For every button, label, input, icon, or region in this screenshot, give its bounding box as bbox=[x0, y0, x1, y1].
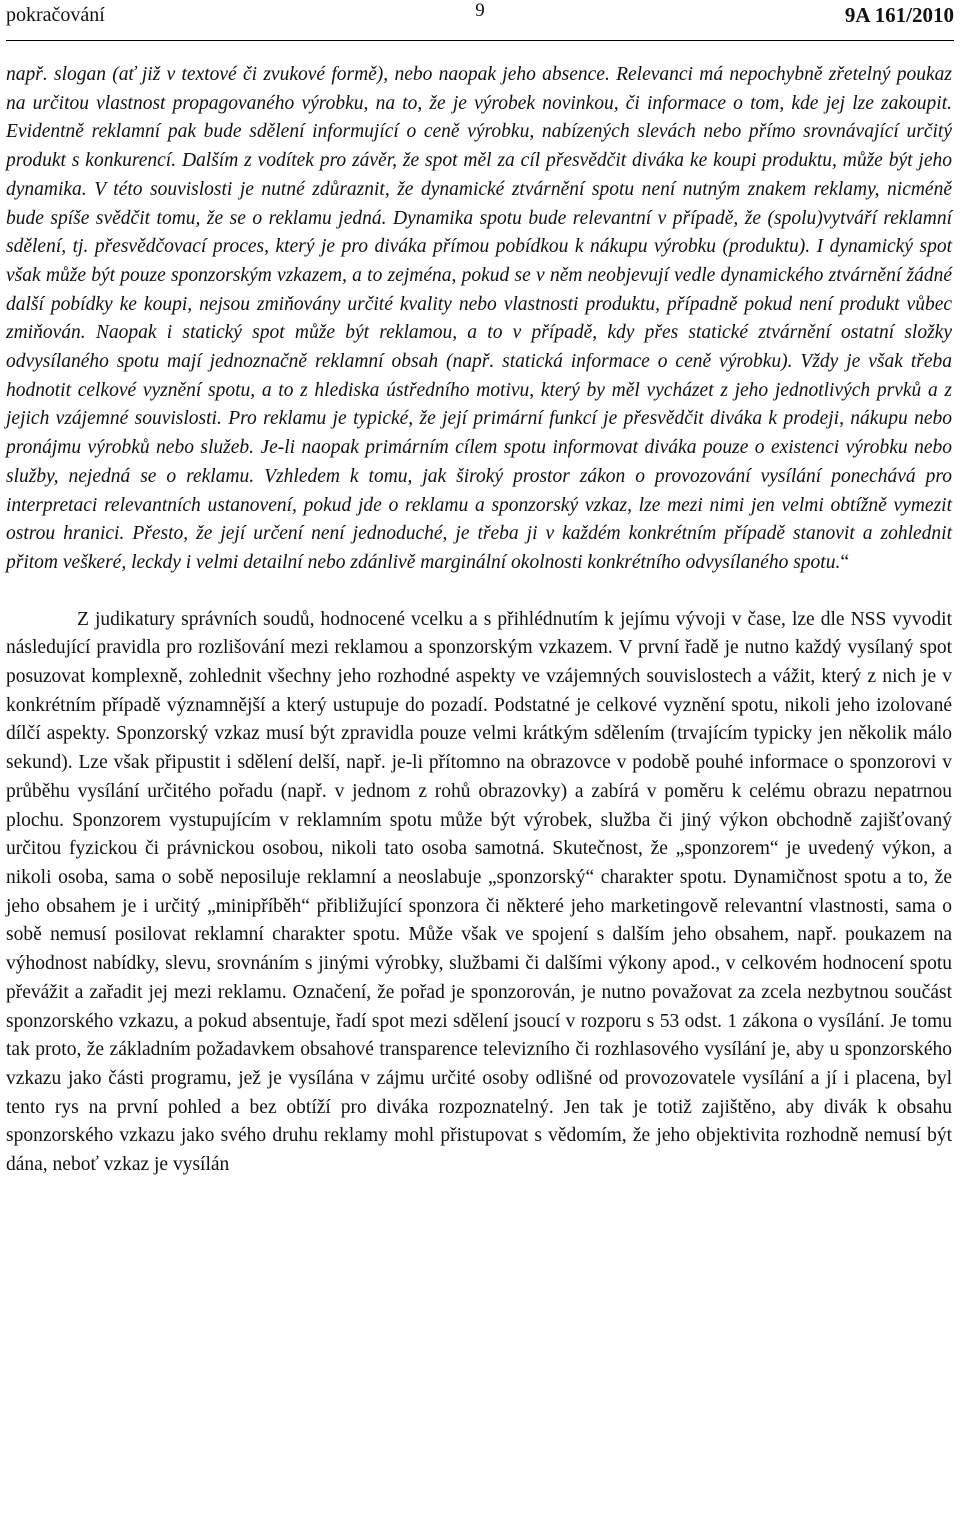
quoted-text: např. slogan (ať již v textové či zvukové formě), nebo naopak jeho absence. Relevanci má nepochybně zřetelný poukaz na určitou vlastnost propagovaného výrobku, na to, že je výrobek novinkou, či informace o tom, kde jej lze zakoupit. Evidentně reklamní pak bude sdělení informující o ceně výrobku, nabízených slevách nebo přímo srovnávající určitý produkt s konkurencí. Dalším z vodítek pro závěr, že spot měl za cíl přesvědčit diváka ke koupi produktu, může být jeho dynamika. V této souvislosti je nutné zdůraznit, že dynamické ztvárnění spotu není nutným znakem reklamy, nicméně bude spíše svědčit tomu, že se o reklamu jedná. Dynamika spotu bude relevantní v případě, že (spolu)vytváří reklamní sdělení, tj. přesvědčovací proces, který je pro diváka přímou pobídkou k nákupu výrobku (produktu). I dynamický spot však může být pouze sponzorským vzkazem, a to zejména, pokud se v něm neobjevují vedle dynamického ztvárnění žádné další pobídky ke koupi, nejsou zmiňovány určité kvality nebo vlastnosti produktu, případně pokud není produkt vůbec zmiňován. Naopak i statický spot může být reklamou, a to v případě, kdy přes statické ztvárnění ostatní složky odvysílaného spotu mají jednoznačně reklamní obsah (např. statická informace o ceně výrobku). Vždy je však třeba hodnotit celkové vyznění spotu, a to z hlediska ústředního motivu, který by měl vycházet z jeho jednotlivých prvků a z jejich vzájemné souvislosti. Pro reklamu je typické, že její primární funkcí je přesvědčit diváka k prodeji, nákupu nebo pronájmu výrobků nebo služeb. Je-li naopak primárním cílem spotu informovat diváka pouze o existenci výrobku nebo služby, nejedná se o reklamu. Vzhledem k tomu, jak široký prostor zákon o provozování vysílání ponechává pro interpretaci relevantních ustanovení, pokud jde o reklamu a sponzorský vzkaz, lze mezi nimi jen velmi obtížně vymezit ostrou hranici. Přesto, že její určení není jednoduché, je třeba ji v každém konkrétním případě stanovit a zohlednit přitom veškeré, leckdy i velmi detailní nebo zdánlivě marginální okolnosti konkrétního odvysílaného spotu. bbox=[6, 64, 952, 573]
document-body bbox=[6, 61, 952, 1180]
page-number: 9 bbox=[475, 0, 485, 21]
case-number: 9A 161/2010 bbox=[844, 3, 954, 27]
closing-quote-mark: “ bbox=[840, 551, 849, 573]
header-continuation-label: pokračování bbox=[6, 4, 105, 26]
main-paragraph: Z judikatury správních soudů, hodnocené vcelku a s přihlédnutím k jejímu vývoji v čase, lze dle NSS vyvodit následující pravidla pro rozlišování mezi reklamou a sponzorským vzkazem. V první řadě je nutno každý vysílaný spot posuzovat komplexně, zohlednit všechny jeho rozhodné aspekty ve vzájemných souvislostech a vážit, který z nich je v konkrétním případě významnější a který ustupuje do pozadí. Podstatné je celkové vyznění spotu, nikoli jeho izolované dílčí aspekty. Sponzorský vzkaz musí být zpravidla pouze velmi krátkým sdělením (trvajícím typicky jen několik málo sekund). Lze však připustit i sdělení delší, např. je-li přítomno na obrazovce v podobě pouhé informace o sponzorovi v průběhu vysílání určitého pořadu (např. v jednom z rohů obrazovky) a zabírá v poměru k celému obrazu nepatrnou plochu. Sponzorem vystupujícím v reklamním spotu může být výrobek, služba či jiný výkon obchodně zajišťovaný určitou fyzickou či právnickou osobou, nikoli tato osoba samotná. Skutečnost, že „sponzorem“ je uvedený výkon, a nikoli osoba, sama o sobě neposiluje reklamní a neoslabuje „sponzorský“ charakter spotu. Dynamičnost spotu a to, že jeho obsahem je i určitý „minipříběh“ přibližující sponzora či některé jeho marketingově relevantní vlastnosti, sama o sobě nemusí posilovat reklamní charakter spotu. Může však ve spojení s dalším jeho obsahem, např. poukazem na výhodnost nabídky, slevu, srovnáním s jinými výrobky, službami či dalšími výkony apod., v celkovém hodnocení spotu převážit a zařadit jej mezi reklamu. Označení, že pořad je sponzorován, je nutno považovat za zcela nezbytnou součást sponzorského vzkazu, a pokud absentuje, řadí spot mezi sdělení jsoucí v rozporu s 53 odst. 1 zákona o vysílání. Je tomu tak proto, že základním požadavkem obsahové transparence televizního či rozhlasového vysílání je, aby u sponzorského vzkazu jako části programu, jež je vysílána v zájmu určité osoby odlišné od provozovatele vysílání a jí i placena, byl tento rys na první pohled a bez obtíží pro diváka rozpoznatelný. Jen tak je totiž zajištěno, aby divák k obsahu sponzorského vzkazu jako svého druhu reklamy mohl přistupovat s vědomím, že jeho objektivita rozhodně nemusí být dána, neboť vzkaz je vysílán bbox=[6, 608, 952, 1176]
quoted-paragraph bbox=[6, 61, 952, 578]
page-header bbox=[6, 0, 954, 41]
